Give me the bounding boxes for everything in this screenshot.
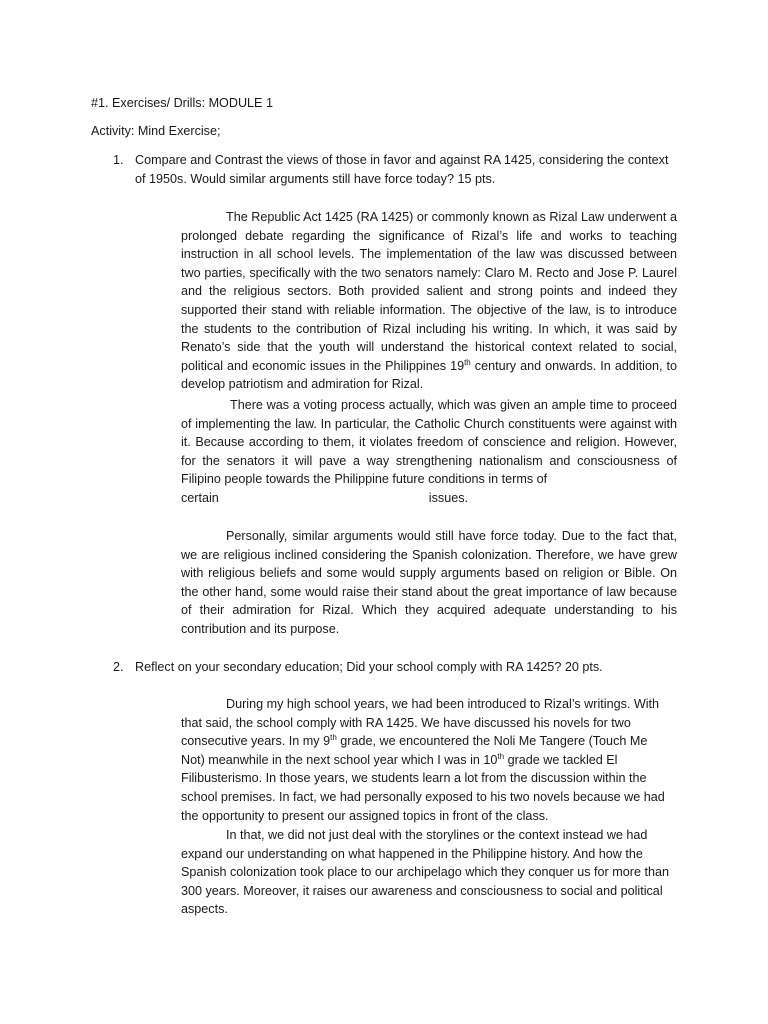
- question-number: 1.: [113, 153, 124, 167]
- answer-text: There was a voting process actually, which was given an ample time to proceed of implementing the law. In particular, the Catholic Church constituents were against with it. Because according to them, it violates freedom of conscience and religion. However, for the senators it will pave a way strengthening nationalism and consciousness of Filipino people towards the Philippine future conditions in terms of: [181, 398, 677, 487]
- answer-1-paragraph-2: [181, 396, 677, 508]
- question-number: 2.: [113, 660, 124, 674]
- answer-text: certain: [181, 490, 219, 505]
- answer-1-paragraph-3: [181, 527, 677, 639]
- answer-text: issues.: [428, 490, 468, 505]
- superscript: th: [497, 751, 505, 761]
- justified-last-line: [181, 489, 677, 508]
- superscript: th: [330, 733, 337, 742]
- activity-label: Activity: Mind Exercise;: [91, 124, 221, 138]
- superscript: th: [464, 357, 471, 367]
- answer-text: During my high school years, we had been introduced to Rizal’s writings. With that said, the school comply with RA 1425. We have discussed his novels for two consecutive years. In my 9: [181, 697, 660, 749]
- answer-text: century and onwards. In addition, to develop patriotism and admiration for Rizal.: [181, 358, 677, 392]
- document-title: #1. Exercises/ Drills: MODULE 1: [91, 96, 273, 110]
- answer-1-paragraph-1: [181, 208, 677, 394]
- answer-2-paragraph-1: [181, 695, 669, 825]
- answer-text: Personally, similar arguments would still have force today. Due to the fact that, we are religious inclined considering the Spanish colonization. Therefore, we have grew with religious beliefs and some would supply arguments based on religion or Bible. On the other hand, some would raise their stand about the great importance of law because of their admiration for Rizal. Which they acquired adequate understanding to his contribution and its purpose.: [181, 529, 677, 636]
- answer-text: grade we tackled El Filibusterismo. In those years, we students learn a lot from the discussion within the school premises. In fact, we had personally exposed to his two novels because we had the opportunity to present our assigned topics in front of the class.: [181, 752, 665, 823]
- answer-text: grade, we encountered the Noli Me Tangere (Touch Me Not) meanwhile in the next school year which I was in 10: [181, 734, 648, 767]
- answer-2-paragraph-2: [181, 826, 676, 919]
- question-text: Compare and Contrast the views of those in favor and against RA 1425, considering the context of 1950s. Would similar arguments still have force today? 15 pts.: [135, 153, 669, 186]
- question-text: Reflect on your secondary education; Did your school comply with RA 1425? 20 pts.: [135, 660, 603, 674]
- answer-text: In that, we did not just deal with the storylines or the context instead we had expand our understanding on what happened in the Philippine history. And how the Spanish colonization took place to our archipelago which they conquer us for more than 300 years. Moreover, it raises our awareness and consciousness to social and political aspects.: [181, 828, 669, 917]
- answer-text: The Republic Act 1425 (RA 1425) or commonly known as Rizal Law underwent a prolonged debate regarding the significance of Rizal’s life and works to teaching instruction in all school levels. The implementation of the law was discussed between two parties, specifically with the two senators namely: Claro M. Recto and Jose P. Laurel and the religious sectors. Both provided salient and strong points and indeed they supported their stand with reliable information. The objective of the law, is to introduce the students to the contribution of Rizal including his writing. In which, it was said by Renato’s side that the youth will understand the historical context related to social, political and economic issues in the Philippines 19: [181, 210, 677, 373]
